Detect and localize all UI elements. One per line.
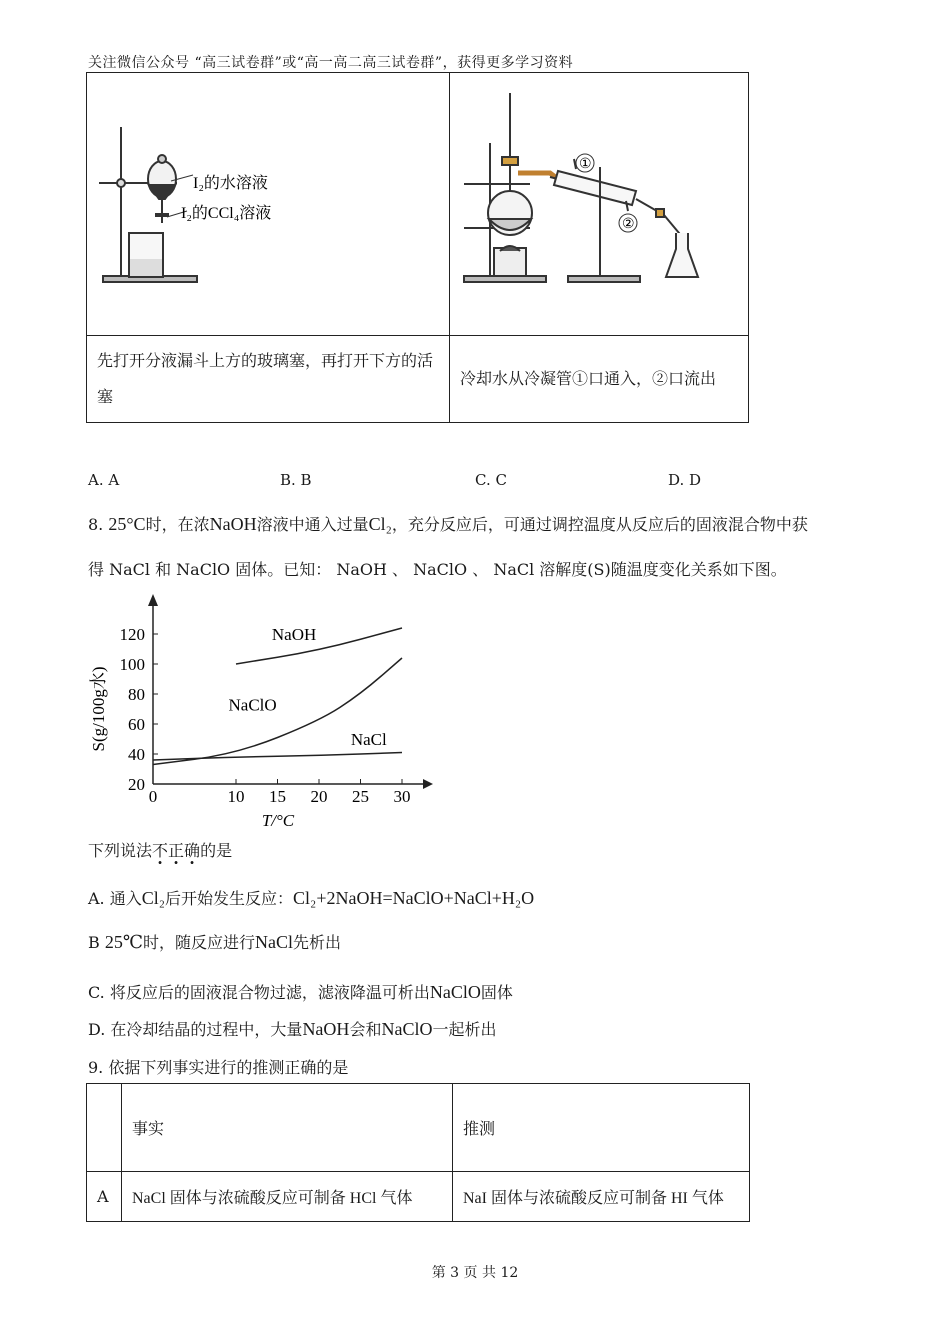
- x-tick-label: 25: [352, 787, 369, 806]
- facts-header-blank: [87, 1084, 122, 1172]
- q8-option-c: C. 将反应后的固液混合物过滤，滤液降温可析出NaClO固体: [88, 982, 513, 1002]
- q8-option-d: D. 在冷却结晶的过程中，大量NaOH会和NaClO一起析出: [88, 1019, 497, 1039]
- apparatus-table: [86, 72, 749, 423]
- question-9-title: 9. 依据下列事实进行的推测正确的是: [88, 1058, 349, 1077]
- question-8-line1: 8. 25°C时，在浓NaOH溶液中通入过量Cl₂，充分反应后，可通过调控温度从反应后的固液混合物中获: [88, 514, 808, 534]
- port-2-label: ②: [622, 217, 635, 232]
- y-tick-label: 100: [119, 655, 145, 674]
- page-footer: 第 3 页 共 12: [431, 1265, 519, 1281]
- series-label-naoh: NaOH: [271, 625, 317, 644]
- y-axis-label: S(g/100g水): [89, 666, 108, 752]
- question-8-prompt: 下列说法不正确的是: [88, 841, 233, 860]
- label-i2-ccl4: I₂的CCl₄溶液: [181, 205, 272, 222]
- solubility-chart: [88, 590, 448, 830]
- x-axis-arrow: [423, 779, 433, 789]
- option-7a: A. A: [88, 471, 120, 489]
- series-line-naoh: [236, 628, 402, 664]
- series-label-naclo: NaClO: [228, 695, 277, 715]
- x-tick-label: 10: [227, 787, 245, 806]
- header-note: 关注微信公众号 “高三试卷群”或“高一高二高三试卷群”，获得更多学习资料: [88, 55, 574, 71]
- option-7b: B. B: [280, 471, 312, 489]
- facts-header-fact: 事实: [122, 1084, 453, 1172]
- facts-header-guess: 推测: [453, 1084, 750, 1172]
- series-line-nacl: [153, 753, 402, 761]
- distillation-cell: [450, 73, 749, 336]
- q8-option-a: A. 通入Cl₂后开始发生反应：Cl₂+2NaOH=NaClO+NaCl+H₂O: [88, 888, 535, 908]
- facts-row-guess: NaI 固体与浓硫酸反应可制备 HI 气体: [453, 1172, 750, 1222]
- y-tick-label: 80: [128, 685, 145, 704]
- option-7c: C. C: [475, 471, 507, 489]
- x-tick-label: 15: [269, 787, 286, 806]
- question-8-line2: 得 NaCl 和 NaClO 固体。已知： NaOH 、 NaClO 、 NaCl 溶解度(S)随温度变化关系如下图。: [88, 560, 787, 579]
- separatory-funnel-note: 先打开分液漏斗上方的玻璃塞，再打开下方的活塞: [87, 336, 450, 423]
- option-7d: D. D: [668, 471, 702, 489]
- x-tick-label: 0: [148, 787, 158, 806]
- y-tick-label: 60: [128, 715, 145, 734]
- y-tick-label: 20: [128, 775, 145, 794]
- series-label-nacl: NaCl: [350, 730, 387, 749]
- y-tick-label: 40: [128, 745, 145, 764]
- distillation-note: 冷却水从冷凝管①口通入，②口流出: [450, 336, 749, 423]
- distillation-diagram: [450, 73, 748, 335]
- label-i2-water: I₂的水溶液: [193, 175, 268, 192]
- q8-option-b: B 25℃时，随反应进行NaCl先析出: [88, 932, 342, 952]
- separatory-funnel-diagram: [87, 73, 449, 335]
- y-axis-arrow: [148, 594, 158, 606]
- x-tick-label: 20: [310, 787, 328, 806]
- x-axis-label: T/°C: [261, 811, 295, 830]
- y-tick-label: 120: [119, 625, 145, 644]
- facts-table: [86, 1083, 750, 1222]
- separatory-funnel-cell: [87, 73, 450, 336]
- port-1-label: ①: [579, 157, 592, 172]
- facts-row-label: A: [87, 1172, 122, 1222]
- facts-row-fact: NaCl 固体与浓硫酸反应可制备 HCl 气体: [122, 1172, 453, 1222]
- x-tick-label: 30: [393, 787, 411, 806]
